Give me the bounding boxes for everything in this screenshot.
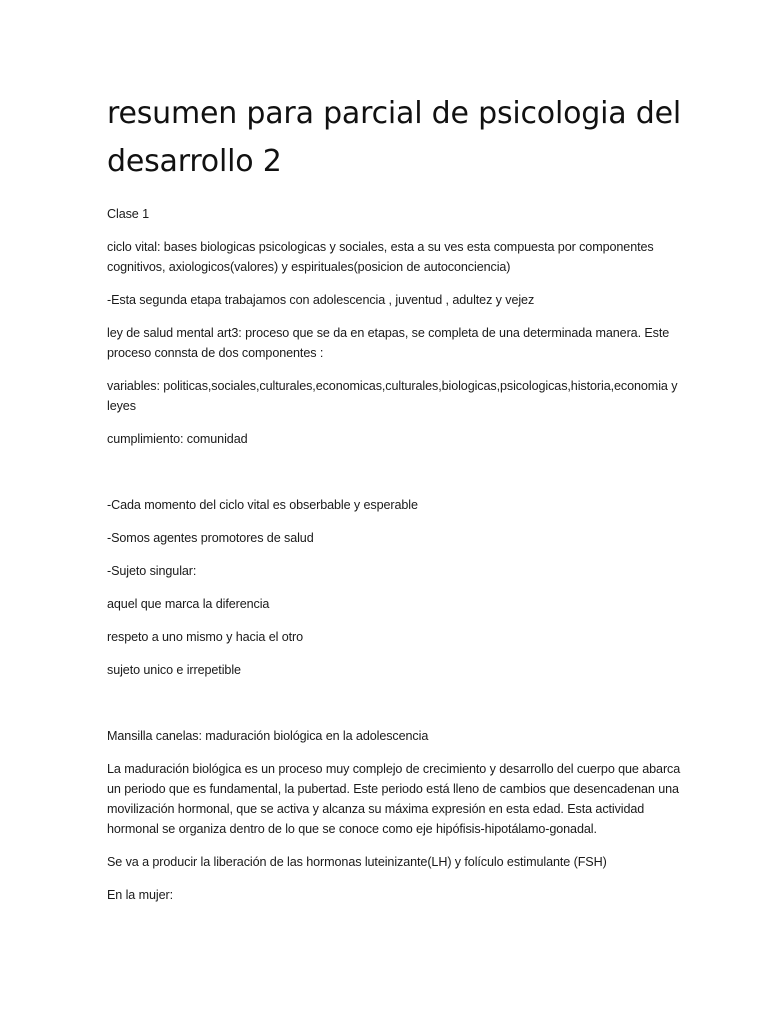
- document-title: resumen para parcial de psicologia del desarrollo 2: [107, 96, 681, 179]
- paragraph-segunda-etapa: -Esta segunda etapa trabajamos con adolescencia , juventud , adultez y vejez: [107, 293, 535, 307]
- paragraph-variables: variables: politicas,sociales,culturales,economicas,culturales,biologicas,psicologicas,historia,economia y leyes: [107, 379, 678, 413]
- paragraph-sujeto-unico: sujeto unico e irrepetible: [107, 663, 241, 677]
- paragraph-liberacion-hormonas: Se va a producir la liberación de las hormonas luteinizante(LH) y folículo estimulante (FSH): [107, 855, 607, 869]
- paragraph-en-la-mujer: En la mujer:: [107, 888, 173, 902]
- paragraph-agentes-promotores: -Somos agentes promotores de salud: [107, 531, 314, 545]
- paragraph-marca-diferencia: aquel que marca la diferencia: [107, 597, 270, 611]
- paragraph-cumplimiento: cumplimiento: comunidad: [107, 432, 248, 446]
- paragraph-respeto: respeto a uno mismo y hacia el otro: [107, 630, 304, 644]
- paragraph-sujeto-singular: -Sujeto singular:: [107, 564, 197, 578]
- document-page: [107, 90, 687, 918]
- paragraph-ley-salud-mental: ley de salud mental art3: proceso que se da en etapas, se completa de una determinada manera. Este proceso connsta de dos componentes :: [107, 326, 670, 360]
- paragraph-mansilla-canelas: Mansilla canelas: maduración biológica en la adolescencia: [107, 729, 429, 743]
- blank-line: [107, 462, 687, 495]
- blank-line: [107, 693, 687, 726]
- paragraph-ciclo-vital: ciclo vital: bases biologicas psicologicas y sociales, esta a su ves esta compuesta por componentes cognitivos, axiologicos(valores) y espirituales(posicion de autoconciencia): [107, 240, 654, 274]
- paragraph-maduracion-biologica: La maduración biológica es un proceso muy complejo de crecimiento y desarrollo del cuerpo que abarca un periodo que es fundamental, la pubertad. Este periodo está lleno de cambios que desencadenan una movilización hormonal, que se activa y alcanza su máxima expresión en esta edad. Esta actividad hormonal se organiza dentro de lo que se conoce como eje hipófisis-hipotálamo-gonadal.: [107, 762, 681, 836]
- paragraph-clase-1: Clase 1: [107, 207, 150, 221]
- paragraph-cada-momento: -Cada momento del ciclo vital es obserbable y esperable: [107, 498, 418, 512]
